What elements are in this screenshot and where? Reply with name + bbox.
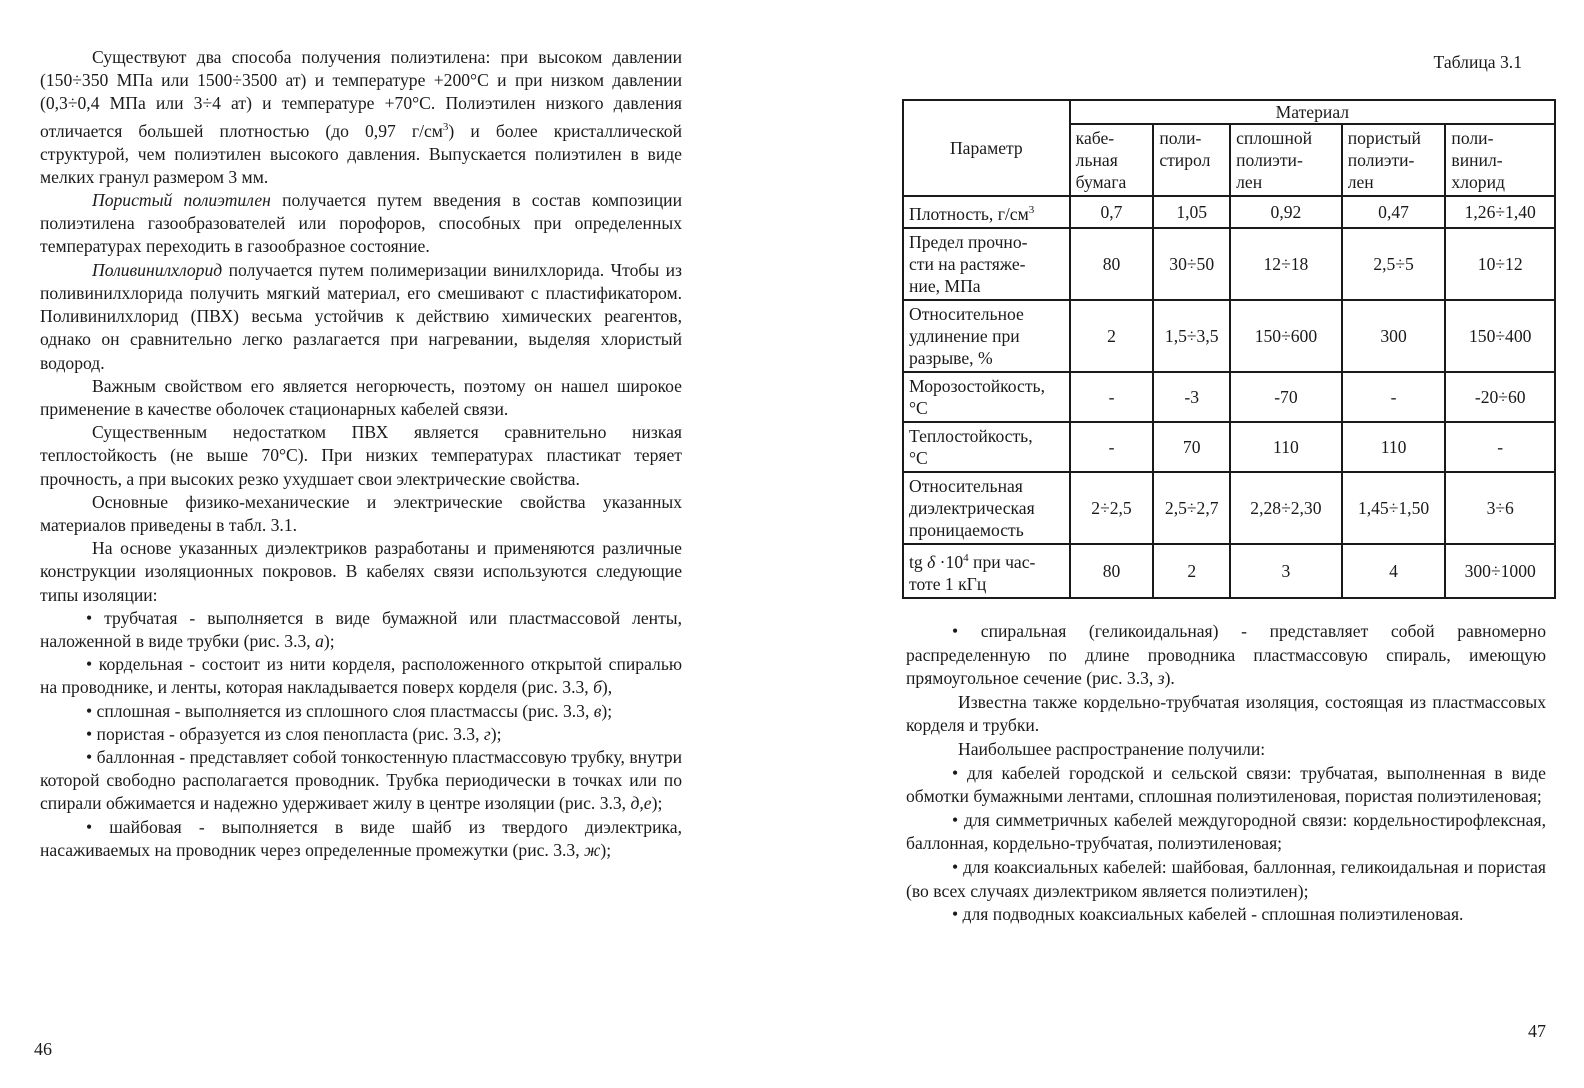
italic-text: Пористый полиэтилен [92, 190, 271, 211]
table-row [903, 372, 1555, 422]
italic-text: в [593, 700, 602, 721]
text-run: • спиральная (геликоидальная) - представляет собой равномерно распределенную по длине проводника пластмассовую спираль, имеющую прямоугольное сечение (рис. 3.3, [906, 621, 1546, 689]
value-cell: 4 [1342, 544, 1446, 598]
value-cell: - [1070, 372, 1154, 422]
bullet-item [906, 762, 1546, 809]
bullet-item [40, 607, 682, 653]
page-number-right: 47 [1528, 1021, 1546, 1041]
value-cell: 2,5÷5 [1342, 228, 1446, 300]
value-cell: 2 [1153, 544, 1230, 598]
paragraph [40, 537, 682, 607]
italic-text: д,е [630, 793, 652, 814]
table-row [903, 472, 1555, 544]
text-run: Важным свойством его является негорючесть, поэтому он нашел широкое применение в качестве оболочек стационарных кабелей связи. [40, 375, 682, 419]
paragraph [40, 259, 682, 375]
material-column-header: поли- винил- хлорид [1445, 124, 1555, 196]
value-cell: 150÷400 [1445, 300, 1555, 372]
table-row [903, 196, 1555, 228]
text-run: получается путем введения в состав композиции полиэтилена газообразователей или порофоров, способных при определенных температурах переходить в газообразное состояние. [40, 190, 682, 257]
text-run: • пористая - образуется из слоя пенопласта (рис. 3.3, [86, 723, 484, 744]
material-column-header: кабе- льная бумага [1070, 124, 1154, 196]
material-column-header: сплошной полиэти- лен [1230, 124, 1342, 196]
value-cell: 30÷50 [1153, 228, 1230, 300]
text-run: ) и более кристаллической структурой, чем полиэтилен высокого давления. Выпускается полиэтилен в виде мелких гранул размером 3 мм. [40, 120, 682, 187]
value-cell: 0,92 [1230, 196, 1342, 228]
value-cell: 110 [1342, 422, 1446, 472]
text-run: Существенным недостатком ПВХ является сравнительно низкая теплостойкость (не выше 70°С). При низких температурах пластикат теряет прочность, а при высоких резко ухудшает свои электрические свойства. [40, 422, 682, 489]
text-run: tg [909, 551, 928, 572]
paragraph [40, 421, 682, 491]
bullet-item [906, 809, 1546, 856]
value-cell: 3 [1230, 544, 1342, 598]
table-row [903, 544, 1555, 598]
value-cell: -70 [1230, 372, 1342, 422]
parameter-name-cell [903, 196, 1070, 228]
text-run: получается путем полимеризации винилхлорида. Чтобы из поливинилхлорида получить мягкий материал, его смешивают с пластификатором. Поливинилхлорид (ПВХ) весьма устойчив к действию химических реагентов, однако он сравнительно легко разлагается при нагревании, выделяя хлористый водород. [40, 259, 682, 373]
text-run: Относительное удлинение при разрыве, % [909, 303, 1024, 368]
text-run: Существуют два способа получения полиэтилена: при высоком давлении (150÷350 МПа или 1500÷3500 ат) и температуре +200°С и при низком давлении (0,3÷0,4 МПа или 3÷4 ат) и температуре +70°С. Полиэтилен низкого давления отличается большей плотностью (до 0,97 г/см [40, 47, 682, 141]
material-group-header: Материал [1070, 100, 1555, 124]
value-cell: 1,26÷1,40 [1445, 196, 1555, 228]
bullet-item [40, 653, 682, 699]
value-cell: 150÷600 [1230, 300, 1342, 372]
text-run: при час- тоте 1 кГц [909, 551, 1036, 594]
material-column-header: поли- стирол [1153, 124, 1230, 196]
superscript: 3 [1028, 204, 1035, 216]
text-run: На основе указанных диэлектриков разработаны и применяются различные конструкции изоляционных покровов. В кабелях связи используются следующие типы изоляции: [40, 538, 682, 605]
text-run: ); [601, 700, 613, 721]
parameter-name-cell [903, 228, 1070, 300]
bullet-item [906, 620, 1546, 691]
table-body [903, 196, 1555, 598]
parameter-name-cell [903, 300, 1070, 372]
value-cell: 10÷12 [1445, 228, 1555, 300]
text-run: • шайбовая - выполняется в виде шайб из твердого диэлектрика, насаживаемых на проводник через определенные промежутки (рис. 3.3, [40, 816, 682, 860]
value-cell: 0,47 [1342, 196, 1446, 228]
value-cell: 300 [1342, 300, 1446, 372]
table-row [903, 228, 1555, 300]
value-cell: 300÷1000 [1445, 544, 1555, 598]
value-cell: -20÷60 [1445, 372, 1555, 422]
text-run: ); [323, 630, 335, 651]
value-cell: 0,7 [1070, 196, 1154, 228]
value-cell: 2,28÷2,30 [1230, 472, 1342, 544]
italic-text: а [315, 630, 324, 651]
value-cell: 1,05 [1153, 196, 1230, 228]
param-column-header: Параметр [903, 100, 1070, 196]
paragraph [40, 491, 682, 537]
text-run: Основные физико-механические и электрические свойства указанных материалов приведены в табл. 3.1. [40, 491, 682, 535]
text-run: ·10 [935, 551, 964, 572]
value-cell: 3÷6 [1445, 472, 1555, 544]
bullet-item [40, 723, 682, 746]
value-cell: 1,5÷3,5 [1153, 300, 1230, 372]
parameter-name-cell [903, 422, 1070, 472]
text-run: ). [1164, 668, 1175, 689]
paragraph [40, 189, 682, 259]
value-cell: 70 [1153, 422, 1230, 472]
right-page-text [906, 620, 1546, 927]
value-cell: 1,45÷1,50 [1342, 472, 1446, 544]
superscript: 3 [442, 120, 449, 133]
text-run: ); [651, 793, 663, 814]
text-run: ), [601, 677, 613, 698]
parameter-name-cell [903, 544, 1070, 598]
text-run: • кордельная - состоит из нити корделя, расположенного открытой спиралью на проводнике, и ленты, которая накладывается поверх корделя (рис. 3.3, [40, 654, 682, 698]
paragraph [906, 691, 1546, 738]
text-run: Известна также кордельно-трубчатая изоляция, состоящая из пластмассовых корделя и трубки. [906, 691, 1546, 736]
value-cell: 2÷2,5 [1070, 472, 1154, 544]
italic-text: δ [927, 551, 936, 572]
text-run: • баллонная - представляет собой тонкостенную пластмассовую трубку, внутри которой свободно располагается проводник. Трубка периодически в точках или по спирали обжимается и надежно удерживает жилу в центре изоляции (рис. 3.3, [40, 746, 682, 814]
value-cell: - [1070, 422, 1154, 472]
italic-text: Поливинилхлорид [92, 259, 223, 280]
text-run: Относительная диэлектрическая проницаемость [909, 475, 1035, 540]
italic-text: г [483, 723, 491, 744]
text-run: ); [600, 839, 612, 860]
text-run: • для симметричных кабелей междугородной связи: кордельностирофлексная, баллонная, кордельно-трубчатая, полиэтиленовая; [906, 809, 1546, 854]
value-cell: 80 [1070, 544, 1154, 598]
material-column-header: пористый полиэти- лен [1342, 124, 1446, 196]
text-run: Теплостойкость, °С [909, 425, 1033, 468]
left-page-text [40, 46, 682, 862]
value-cell: 2 [1070, 300, 1154, 372]
value-cell: -3 [1153, 372, 1230, 422]
table-caption: Таблица 3.1 [1433, 52, 1522, 72]
superscript: 4 [963, 551, 969, 564]
right-page [792, 0, 1584, 1088]
text-run: • трубчатая - выполняется в виде бумажной или пластмассовой ленты, наложенной в виде трубки (рис. 3.3, [40, 607, 682, 651]
paragraph [40, 46, 682, 189]
text-run: Наибольшее распространение получили: [958, 738, 1266, 759]
text-run: Предел прочно- сти на растяже- ние, МПа [909, 231, 1028, 296]
value-cell: 12÷18 [1230, 228, 1342, 300]
text-run: • сплошная - выполняется из сплошного слоя пластмассы (рис. 3.3, [86, 700, 594, 721]
bullet-item [40, 700, 682, 723]
parameter-name-cell [903, 372, 1070, 422]
table-row [903, 300, 1555, 372]
paragraph [906, 738, 1546, 762]
text-run: Морозостойкость, °С [909, 375, 1045, 418]
table-row [903, 422, 1555, 472]
italic-text: з [1157, 668, 1165, 689]
bullet-item [906, 856, 1546, 903]
bullet-item [40, 816, 682, 862]
text-run: Плотность, г/см [909, 203, 1029, 224]
value-cell: 110 [1230, 422, 1342, 472]
value-cell: 80 [1070, 228, 1154, 300]
text-run: • для коаксиальных кабелей: шайбовая, баллонная, геликоидальная и пористая (во всех случаях диэлектриком является полиэтилен); [906, 856, 1546, 901]
text-run: ); [490, 723, 502, 744]
properties-table [902, 99, 1556, 599]
parameter-name-cell [903, 472, 1070, 544]
italic-text: ж [584, 839, 601, 860]
value-cell: 2,5÷2,7 [1153, 472, 1230, 544]
bullet-item [40, 746, 682, 816]
value-cell: - [1445, 422, 1555, 472]
bullet-item [906, 903, 1546, 927]
italic-text: б [593, 677, 602, 698]
value-cell: - [1342, 372, 1446, 422]
page-number-left: 46 [34, 1039, 52, 1059]
paragraph [40, 375, 682, 421]
text-run: • для кабелей городской и сельской связи: трубчатая, выполненная в виде обмотки бумажными лентами, сплошная полиэтиленовая, пористая полиэтиленовая; [906, 762, 1546, 807]
text-run: • для подводных коаксиальных кабелей - сплошная полиэтиленовая. [952, 904, 1464, 925]
table-header [903, 100, 1555, 196]
